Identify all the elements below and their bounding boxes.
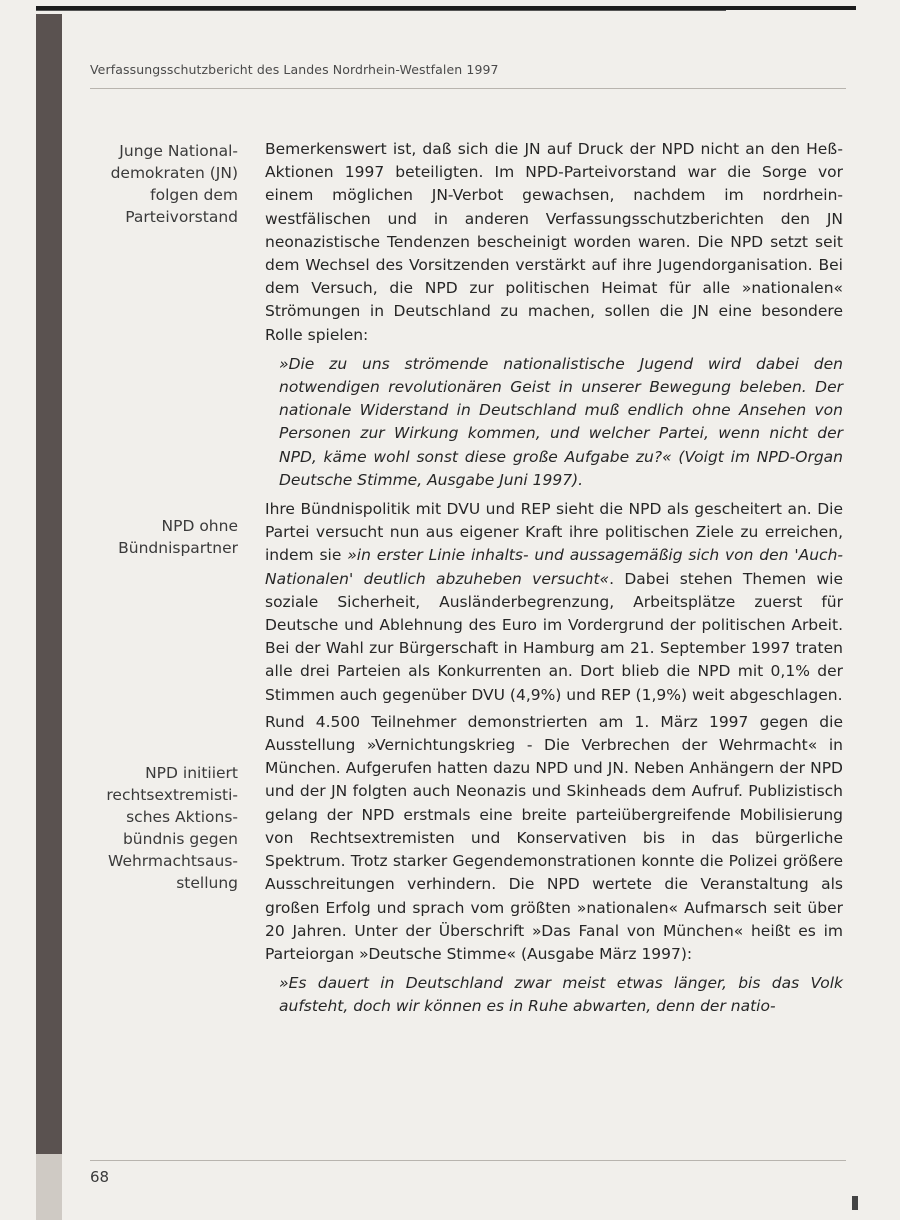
left-margin-band xyxy=(36,14,62,1154)
paragraph-demonstration: Rund 4.500 Teilnehmer demonstrierten am 1. März 1997 gegen die Ausstellung »Vernichtungskrieg - Die Verbrechen der Wehrmacht« in München. Aufgerufen hatten dazu NPD und JN. Neben Anhängern der NPD und der JN folgten auch Neonazis und Skinheads dem Aufruf. Publizistisch gelang der NPD erstmals eine breite parteiübergreifende Mobilisierung von Rechtsextremisten und Konservativen bis in das bürgerliche Spektrum. Trotz starker Gegendemonstrationen konnte die Polizei größere Ausschreitungen verhindern. Die NPD wertete die Veranstaltung als großen Erfolg und sprach vom größten »nationalen« Aufmarsch seit über 20 Jahren. Unter der Überschrift »Das Fanal von München« heißt es im Parteiorgan »Deutsche Stimme« (Ausgabe März 1997): xyxy=(265,712,843,963)
paragraph-buendnispolitik-start: Ihre Bündnispolitik mit DVU und REP sieht die NPD als gescheitert an. Die Partei versucht nun aus eigener Kraft ihre politischen Ziele zu erreichen, indem sie xyxy=(265,500,843,565)
header-rule xyxy=(90,88,846,89)
corner-mark xyxy=(852,1196,858,1210)
inline-quote: »in erster Linie inhalts- und aussagemäßig sich von den 'Auch-Nationalen' deutlich abzuheben versucht« xyxy=(265,546,843,588)
paragraph-jn: Bemerkenswert ist, daß sich die JN auf Druck der NPD nicht an den Heß-Aktionen 1997 beteiligten. Im NPD-Parteivorstand war die Sorge vor einem möglichen JN-Verbot gewachsen, nachdem im nordrhein-westfälischen und in anderen Verfassungsschutzberichten den JN neonazistische Tendenzen bescheinigt worden waren. Die NPD setzt seit dem Wechsel des Vorsitzenden verstärkt auf ihre Jugendorganisation. Bei dem Versuch, die NPD zur politischen Heimat für alle »nationalen« Strömungen in Deutschland zu machen, sollen die JN eine besondere Rolle spielen: xyxy=(265,140,843,344)
body-text-column xyxy=(265,138,843,1025)
running-header: Verfassungsschutzbericht des Landes Nordrhein-Westfalen 1997 xyxy=(90,62,499,77)
margin-note-buendnis: NPD ohne Bündnispartner xyxy=(118,517,238,557)
margin-note-aktionsbuendnis: NPD initiiert rechtsextremistisches Aktionsbündnis gegen Wehrmachtsausstellung xyxy=(106,764,238,892)
quote-voigt: »Die zu uns strömende nationalistische Jugend wird dabei den notwendigen revolutionären Geist in unserer Bewegung beleben. Der nationale Widerstand in Deutschland muß endlich ohne Ansehen von Personen zur Wirkung kommen, und welcher Partei, wenn nicht der NPD, käme wohl sonst diese große Aufgabe zu?« (Voigt im NPD-Organ Deutsche Stimme, Ausgabe Juni 1997). xyxy=(279,354,843,489)
top-rule-thin xyxy=(36,10,726,11)
paragraph-buendnispolitik xyxy=(265,498,843,707)
quote-fanal: »Es dauert in Deutschland zwar meist etwas länger, bis das Volk aufsteht, doch wir können es in Ruhe abwarten, denn der natio- xyxy=(279,974,843,1016)
paragraph-buendnispolitik-end: . Dabei stehen Themen wie soziale Sicherheit, Ausländerbegrenzung, Arbeitsplätze zuerst für Deutsche und Ablehnung des Euro im Vordergrund der politischen Arbeit. Bei der Wahl zur Bürgerschaft in Hamburg am 21. September 1997 traten alle drei Parteien als Konkurrenten an. Dort blieb die NPD mit 0,1% der Stimmen auch gegenüber DVU (4,9%) und REP (1,9%) weit abgeschlagen. xyxy=(265,569,843,704)
margin-note-jn: Junge Nationaldemokraten (JN) folgen dem Parteivorstand xyxy=(110,142,238,226)
page-number: 68 xyxy=(90,1168,110,1186)
left-margin-band-lower xyxy=(36,1154,62,1220)
footer-rule xyxy=(90,1160,846,1161)
